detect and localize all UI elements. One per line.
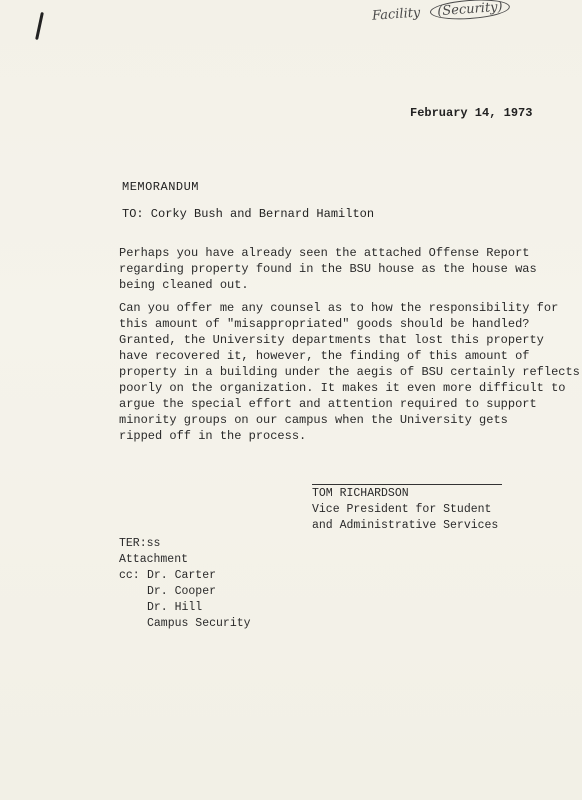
signature-block [312,486,498,534]
cc-row [119,600,251,616]
cc-label: cc: [119,569,140,582]
paragraph-line: poorly on the organization. It makes it even more difficult to [119,381,566,395]
cc-list [119,568,251,632]
signer-name: TOM RICHARDSON [312,487,409,500]
paragraph-line: Can you offer me any counsel as to how the responsibility for [119,301,559,315]
signer-title-line-2: and Administrative Services [312,519,499,532]
reference-block [119,536,188,568]
paragraph-1 [119,245,539,293]
memo-date: February 14, 1973 [410,106,533,120]
signature-line [312,484,502,485]
paragraph-line: argue the special effort and attention required to support [119,397,537,411]
paragraph-line: ripped off in the process. [119,429,307,443]
memo-heading: MEMORANDUM [122,180,200,194]
handwritten-annotation [372,0,511,26]
paragraph-line: regarding property found in the BSU house as the house was [119,262,537,276]
memo-to-line: TO: Corky Bush and Bernard Hamilton [122,207,375,221]
paragraph-line: being cleaned out. [119,278,249,292]
typist-initials: TER:ss [119,537,161,550]
cc-recipient: Dr. Carter [147,569,217,582]
signer-title-line-1: Vice President for Student [312,503,492,516]
paragraph-line: Perhaps you have already seen the attached Offense Report [119,246,530,260]
cc-row [119,568,251,584]
paragraph-2 [119,300,580,444]
paragraph-line: have recovered it, however, the finding of this amount of [119,349,530,363]
cc-row [119,584,251,600]
paragraph-line: minority groups on our campus when the University gets [119,413,508,427]
paragraph-line: this amount of "misappropriated" goods should be handled? [119,317,530,331]
paragraph-line: Granted, the University departments that lost this property [119,333,544,347]
pen-slash-mark [35,12,44,40]
circled-note: (Security) [430,0,510,22]
handwritten-note: Facility [371,5,421,24]
cc-recipient: Dr. Cooper [147,585,217,598]
cc-recipient: Dr. Hill [147,601,203,614]
attachment-note: Attachment [119,553,189,566]
cc-recipient: Campus Security [147,617,251,630]
paragraph-line: property in a building under the aegis of BSU certainly reflects [119,365,580,379]
cc-row [119,616,251,632]
